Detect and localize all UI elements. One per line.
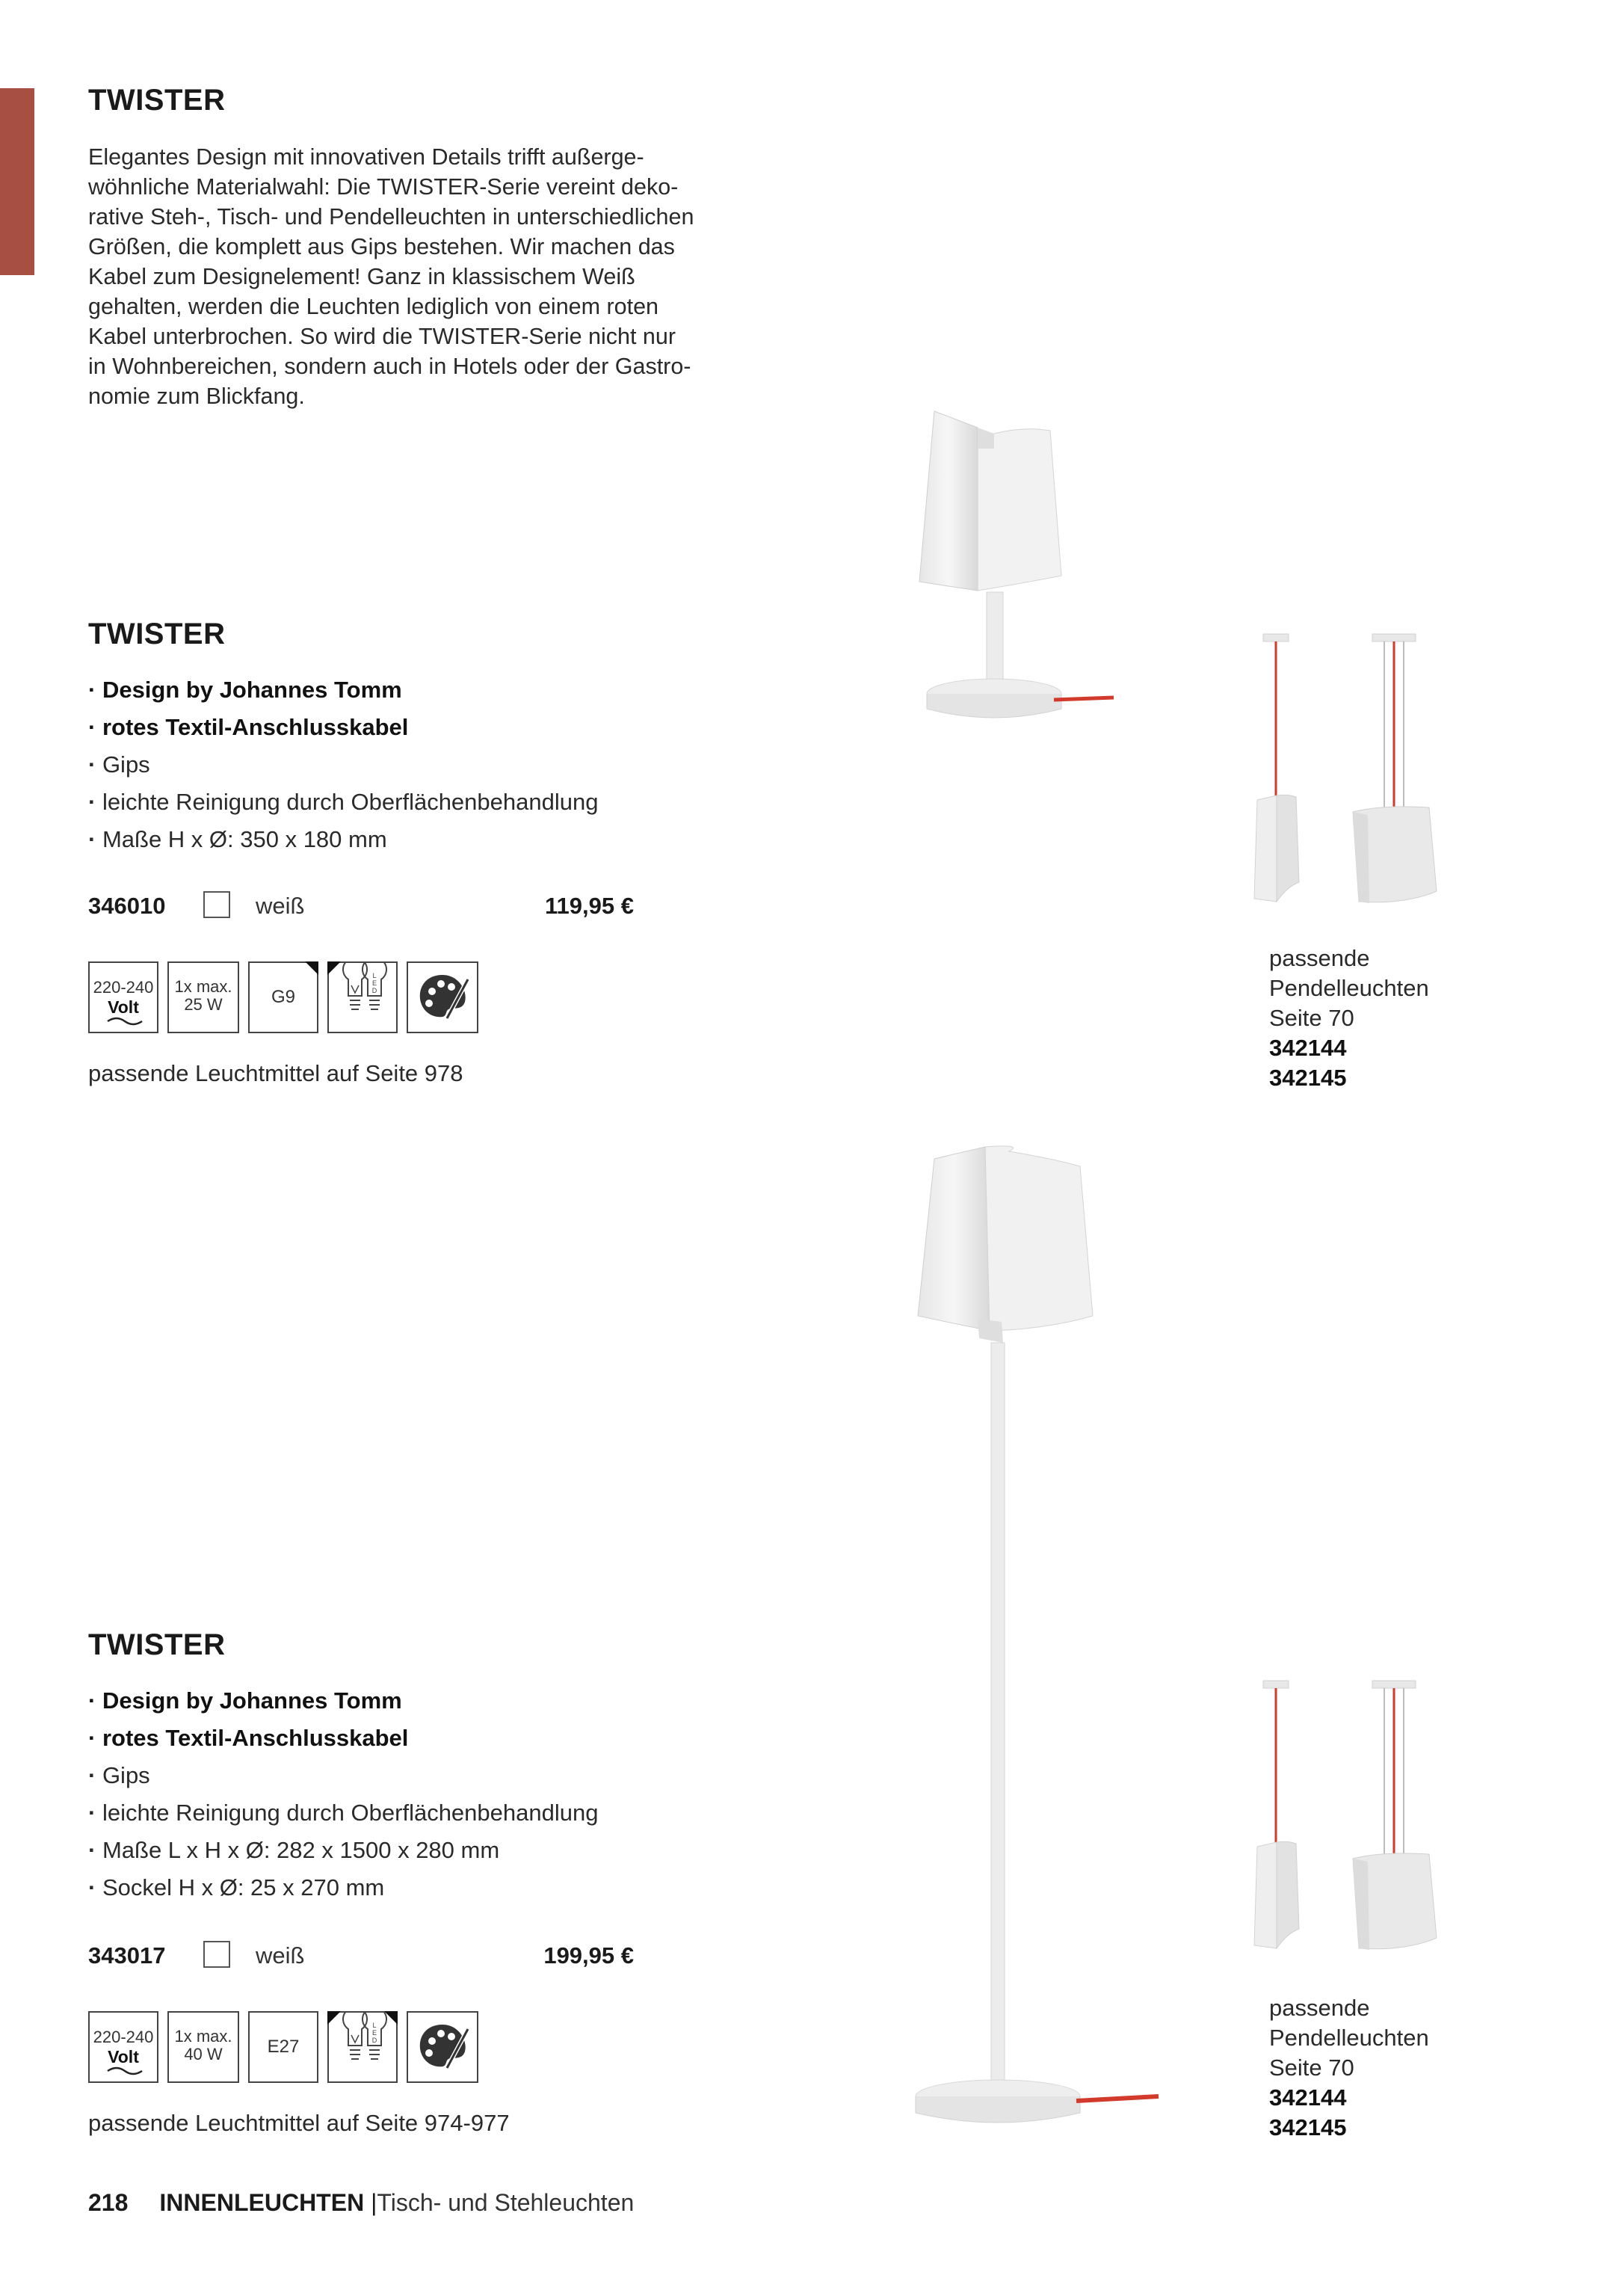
feature-item: · rotes Textil-Anschlusskabel — [88, 1720, 598, 1757]
feature-item: · leichte Reinigung durch Oberflächenbehandlung — [88, 784, 598, 821]
subsection-title: Tisch- und Stehleuchten — [377, 2189, 635, 2216]
pendant-lamps-image — [1241, 1675, 1458, 1966]
svg-text:L: L — [372, 972, 377, 979]
color-label: weiß — [256, 893, 305, 919]
footer-separator: | — [371, 2189, 377, 2216]
pendant-lamps-image — [1241, 628, 1458, 920]
svg-text:E: E — [371, 979, 377, 987]
feature-item: · Design by Johannes Tomm — [88, 671, 598, 709]
bulb-led-icon — [327, 2011, 398, 2083]
article-number: 346010 — [88, 893, 166, 919]
product1-features — [88, 671, 598, 858]
product1-title: TWISTER — [88, 618, 226, 650]
voltage-icon: 220-240 Volt — [88, 2011, 158, 2083]
product2-order-row — [88, 1939, 634, 1972]
feature-item: · Maße H x Ø: 350 x 180 mm — [88, 821, 598, 858]
product1-order-row — [88, 890, 634, 923]
product1-spec-icons — [88, 961, 507, 1033]
product2-pendant-note: passende Pendelleuchten Seite 70 342144 342145 — [1269, 1995, 1429, 2140]
paintable-icon — [407, 961, 478, 1033]
product2-features — [88, 1682, 598, 1906]
bulb-led-icon — [327, 961, 398, 1033]
product1-bulbs-note: passende Leuchtmittel auf Seite 978 — [88, 1060, 463, 1086]
article-number: 343017 — [88, 1942, 166, 1969]
chapter-color-tab — [0, 88, 34, 275]
wattage-icon: 1x max. 25 W — [167, 961, 239, 1033]
feature-item: · Gips — [88, 1757, 598, 1794]
feature-item: · Sockel H x Ø: 25 x 270 mm — [88, 1869, 598, 1906]
price: 119,95 € — [545, 893, 634, 919]
feature-item: · leichte Reinigung durch Oberflächenbehandlung — [88, 1794, 598, 1832]
floor-lamp-image — [897, 1136, 1166, 2153]
section-title: INNENLEUCHTEN — [159, 2189, 365, 2216]
table-lamp-image — [889, 404, 1136, 748]
socket-icon: G9 — [248, 961, 318, 1033]
product2-spec-icons — [88, 2011, 507, 2083]
voltage-icon: 220-240 Volt — [88, 961, 158, 1033]
feature-item: · rotes Textil-Anschlusskabel — [88, 709, 598, 746]
svg-text:E: E — [371, 2029, 377, 2037]
product1-pendant-note: passende Pendelleuchten Seite 70 342144 342145 — [1269, 945, 1429, 1091]
svg-text:L: L — [372, 2022, 377, 2029]
price: 199,95 € — [543, 1942, 634, 1969]
feature-item: · Design by Johannes Tomm — [88, 1682, 598, 1720]
order-checkbox[interactable] — [203, 891, 230, 918]
wattage-icon: 1x max. 40 W — [167, 2011, 239, 2083]
intro-text: Elegantes Design mit innovativen Details trifft außerge- wöhnliche Materialwahl: Die TWISTER-Serie vereint deko- rative Steh-, Tisch- und Pendelleuchten in unterschiedlichen Größen, die komplett aus Gips bestehen. Wir machen das Kabel zum Designelement! Ganz in klassischem Weiß gehalten, werden die Leuchten lediglich von einem roten Kabel unterbrochen. So wird die TWISTER-Serie nicht nur in Wohnbereichen, sondern auch in Hotels oder der Gastro- nomie zum Blickfang. — [88, 144, 694, 409]
feature-item: · Gips — [88, 746, 598, 784]
socket-icon: E27 — [248, 2011, 318, 2083]
product2-bulbs-note: passende Leuchtmittel auf Seite 974-977 — [88, 2110, 510, 2136]
color-label: weiß — [256, 1942, 305, 1969]
page-footer — [88, 2189, 634, 2217]
svg-text:D: D — [371, 2037, 377, 2044]
paintable-icon — [407, 2011, 478, 2083]
intro-title: TWISTER — [88, 84, 226, 117]
page-number: 218 — [88, 2189, 129, 2216]
svg-text:D: D — [371, 987, 377, 994]
feature-item: · Maße L x H x Ø: 282 x 1500 x 280 mm — [88, 1832, 598, 1869]
order-checkbox[interactable] — [203, 1941, 230, 1968]
product2-title: TWISTER — [88, 1628, 226, 1661]
